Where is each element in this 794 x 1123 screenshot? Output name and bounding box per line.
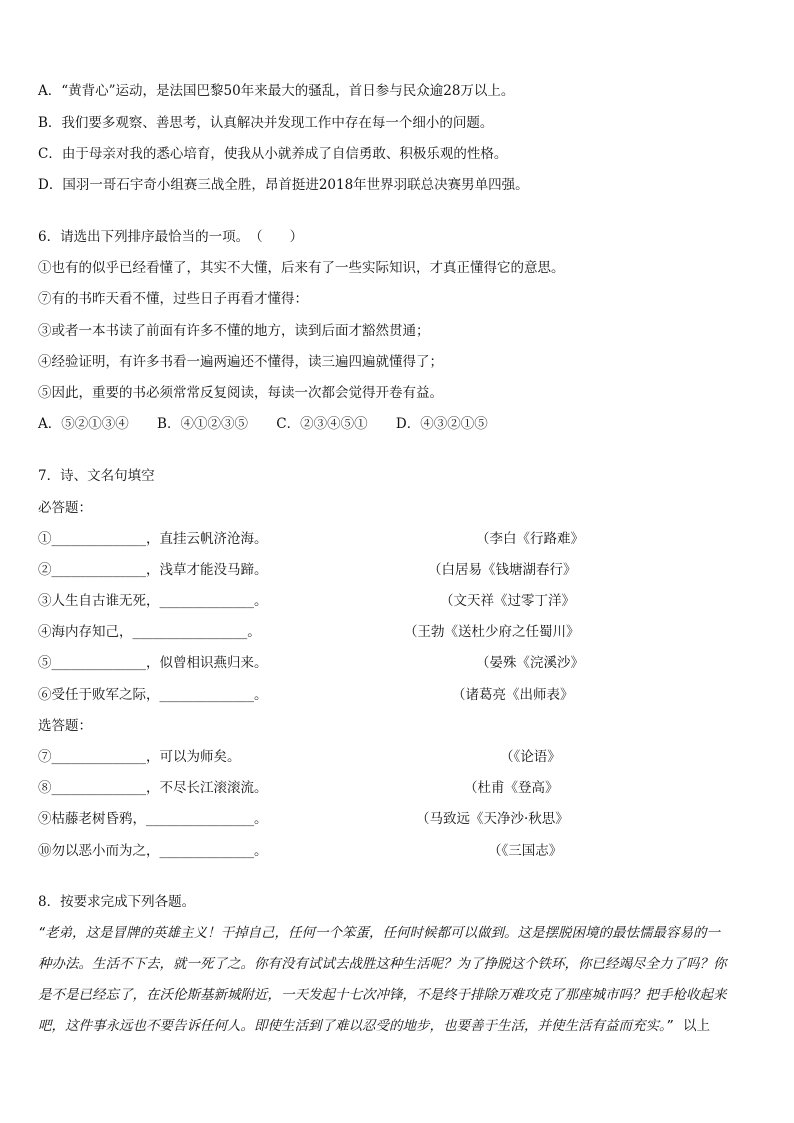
q7-item-8: ⑧______________，不尽长江滚滚流。 xyxy=(38,780,268,796)
q6-sentence-5: ⑤因此，重要的书必须常常反复阅读，每读一次都会觉得开卷有益。 xyxy=(38,385,443,401)
q7-item-5-source: （晏殊《浣溪沙》 xyxy=(476,655,584,671)
q8-passage-line-4-text: 吧，这件事永远也不要告诉任何人。即使生活到了难以忍受的地步，也要善于生活，并使生活有益而充实。” xyxy=(38,1018,673,1034)
q8-passage-line-4-tail: 以上 xyxy=(683,1018,711,1034)
q6-sentence-1: ①也有的似乎已经看懂了，其实不大懂，后来有了一些实际知识，才真正懂得它的意思。 xyxy=(38,260,565,276)
q7-item-4: ④海内存知己，_________________。 xyxy=(38,624,261,640)
q7-item-10: ⑩勿以恶小而为之，______________。 xyxy=(38,843,268,859)
q8-passage-line-2: 种办法。生活不下去，就一死了之。你有没有试试去战胜这种生活呢？为了挣脱这个铁环，你已经竭尽全力了吗？你 xyxy=(38,956,727,972)
q7-item-9: ⑨枯藤老树昏鸦，________________。 xyxy=(38,811,268,827)
q7-item-2: ②______________，浅草才能没马蹄。 xyxy=(38,562,268,578)
q5-option-b: B．我们要多观察、善思考，认真解决并发现工作中存在每一个细小的问题。 xyxy=(38,115,494,131)
q6-sentence-3: ③或者一本书读了前面有许多不懂的地方，读到后面才豁然贯通； xyxy=(38,323,430,339)
q8-passage-line-4 xyxy=(38,1011,760,1042)
q7-item-10-source: （《三国志》 xyxy=(488,843,563,859)
q7-item-3-source: （文天祥《过零丁洋》 xyxy=(440,593,575,609)
q7-item-8-source: （杜甫《登高》 xyxy=(464,780,559,796)
q6-option-b: B．④①②③⑤ xyxy=(157,416,248,432)
q6-title: 6．请选出下列排序最恰当的一项。 （ ） xyxy=(38,229,304,245)
q7-item-6-source: （诸葛亮《出师表》 xyxy=(452,687,574,703)
q8-title: 8．按要求完成下列各题。 xyxy=(38,894,196,910)
q7-item-3: ③人生自古谁无死，______________。 xyxy=(38,593,268,609)
q7-item-9-source: （马致远《天净沙·秋思》 xyxy=(416,811,569,827)
q7-item-1-source: （李白《行路难》 xyxy=(476,531,584,547)
q7-item-7-source: （《论语》 xyxy=(500,749,561,765)
q6-option-c: C．②③④⑤① xyxy=(276,416,368,432)
q8-passage-line-3: 是不是已经忘了，在沃伦斯基新城附近，一天发起十七次冲锋，不是终于排除万难攻克了那座城市吗？把手枪收起来 xyxy=(38,987,727,1003)
q7-item-7: ⑦______________，可以为师矣。 xyxy=(38,749,241,765)
q6-answer-options xyxy=(38,415,512,433)
q8-passage xyxy=(38,918,760,1042)
q6-option-d: D．④③②①⑤ xyxy=(395,416,488,432)
q6-sentence-2: ⑦有的书昨天看不懂，过些日子再看才懂得： xyxy=(38,291,308,307)
q5-option-a: A．“黄背心”运动，是法国巴黎50年来最大的骚乱，首日参与民众逾28万以上。 xyxy=(38,83,515,99)
q5-option-c: C．由于母亲对我的悉心培育，使我从小就养成了自信勇敢、积极乐观的性格。 xyxy=(38,146,508,162)
q7-optional-label: 选答题： xyxy=(38,718,92,734)
q7-item-5: ⑤______________，似曾相识燕归来。 xyxy=(38,655,268,671)
q7-item-4-source: （王勃《送杜少府之任蜀川》 xyxy=(404,624,580,640)
q7-required-label: 必答题： xyxy=(38,500,92,516)
q7-item-1: ①______________，直挂云帆济沧海。 xyxy=(38,531,268,547)
q7-title: 7．诗、文名句填空 xyxy=(38,468,155,484)
q7-item-6: ⑥受任于败军之际，______________。 xyxy=(38,687,268,703)
q5-option-d: D．国羽一哥石宇奇小组赛三战全胜，昂首挺进2018年世界羽联总决赛男单四强。 xyxy=(38,177,529,193)
q7-item-2-source: （白居易《钱塘湖春行》 xyxy=(428,562,577,578)
q8-passage-line-1: “老弟，这是冒牌的英雄主义！干掉自己，任何一个笨蛋，任何时候都可以做到。这是摆脱困境的最怯懦最容易的一 xyxy=(38,925,720,941)
q6-option-a: A．⑤②①③④ xyxy=(38,416,129,432)
q6-sentence-4: ④经验证明，有许多书看一遍两遍还不懂得，读三遍四遍就懂得了； xyxy=(38,354,443,370)
